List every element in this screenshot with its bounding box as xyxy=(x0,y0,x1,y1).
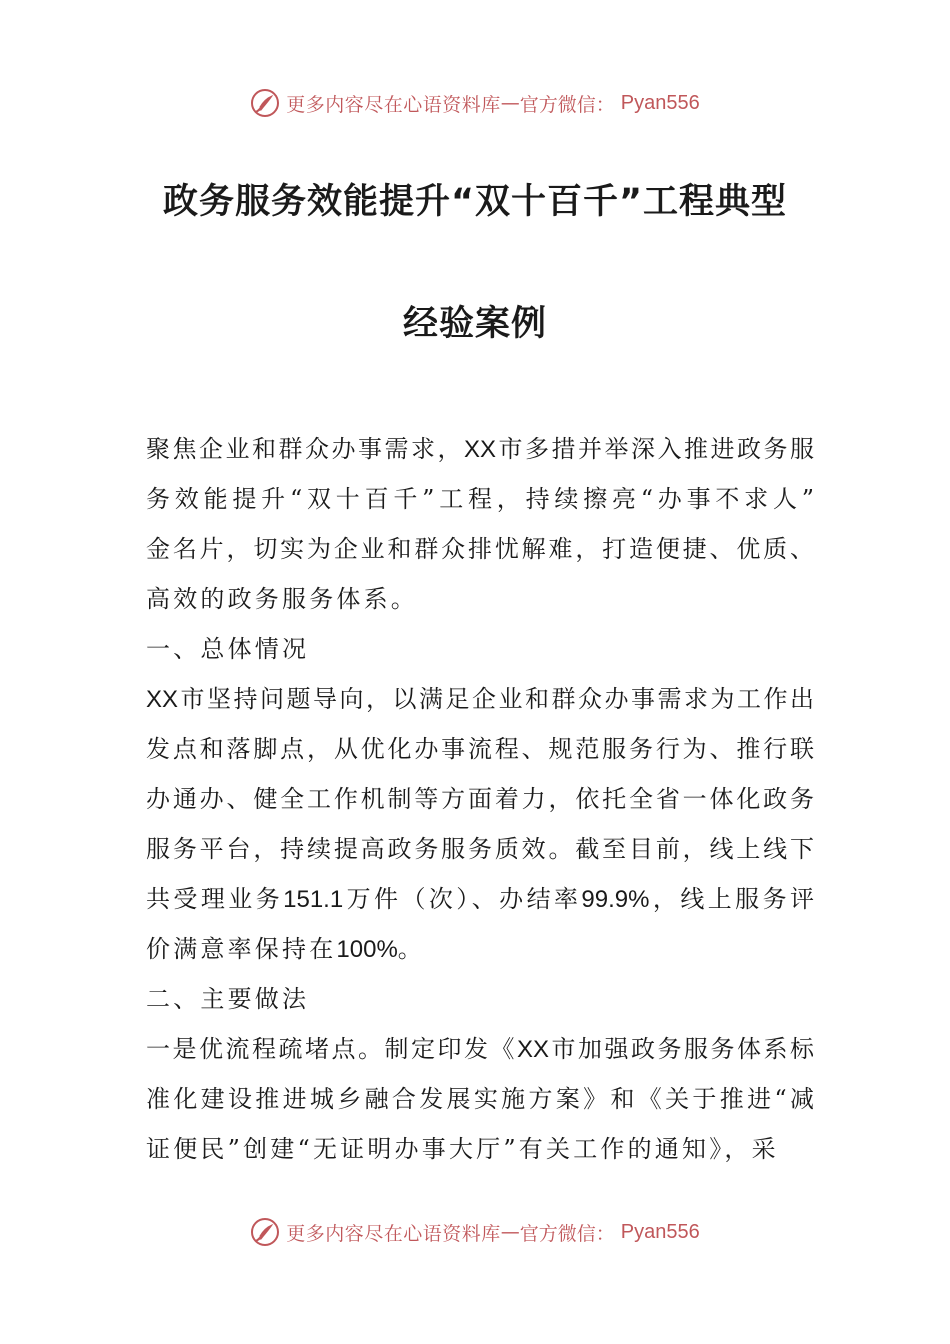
paragraph-line: 高效的政务服务体系。 xyxy=(146,585,418,613)
watermark-text: 更多内容尽在心语资料库 xyxy=(286,93,501,116)
quill-logo-icon xyxy=(250,1217,280,1247)
paragraph-line: 务效能提升“双十百千”工程，持续擦亮“办事不求人” xyxy=(146,485,814,513)
paragraph-line: 发点和落脚点，从优化办事流程、规范服务行为、推行联 xyxy=(146,735,814,763)
paragraph-line: XX市坚持问题导向，以满足企业和群众办事需求为工作出 xyxy=(146,685,814,713)
section-heading: 一、总体情况 xyxy=(146,635,310,663)
quill-logo-icon xyxy=(250,88,280,118)
header-watermark xyxy=(0,83,950,123)
paragraph-line: 聚焦企业和群众办事需求，XX市多措并举深入推进政务服 xyxy=(146,435,815,463)
watermark-label: 官方微信： xyxy=(519,93,615,116)
paragraph-line: 办通办、健全工作机制等方面着力，依托全省一体化政务 xyxy=(146,785,814,813)
document-body xyxy=(146,424,814,1174)
watermark-text: 更多内容尽在心语资料库 xyxy=(286,1222,501,1245)
section-heading: 二、主要做法 xyxy=(146,985,310,1013)
paragraph-line: 准化建设推进城乡融合发展实施方案》和《关于推进“减 xyxy=(146,1085,814,1113)
paragraph-line: 一是优流程疏堵点。制定印发《XX市加强政务服务体系标 xyxy=(146,1035,815,1063)
page-title-line-1: 政务服务效能提升“双十百千”工程典型 xyxy=(162,182,787,222)
watermark-separator: — xyxy=(500,92,520,114)
paragraph-line: 服务平台，持续提高政务服务质效。截至目前，线上线下 xyxy=(146,835,814,863)
paragraph-line: 共受理业务151.1万件（次）、办结率99.9%，线上服务评 xyxy=(146,885,815,913)
paragraph-line: 金名片，切实为企业和群众排忧解难，打造便捷、优质、 xyxy=(146,535,814,563)
footer-watermark xyxy=(0,1212,950,1252)
paragraph-line: 证便民”创建“无证明办事大厅”有关工作的通知》，采 xyxy=(146,1135,779,1163)
paragraph-line: 价满意率保持在100%。 xyxy=(146,935,425,963)
watermark-label: 官方微信： xyxy=(519,1222,615,1245)
watermark-separator: — xyxy=(500,1221,520,1243)
watermark-id: Pyan556 xyxy=(620,91,700,114)
watermark-id: Pyan556 xyxy=(620,1220,700,1243)
page-title-line-2: 经验案例 xyxy=(402,304,547,344)
